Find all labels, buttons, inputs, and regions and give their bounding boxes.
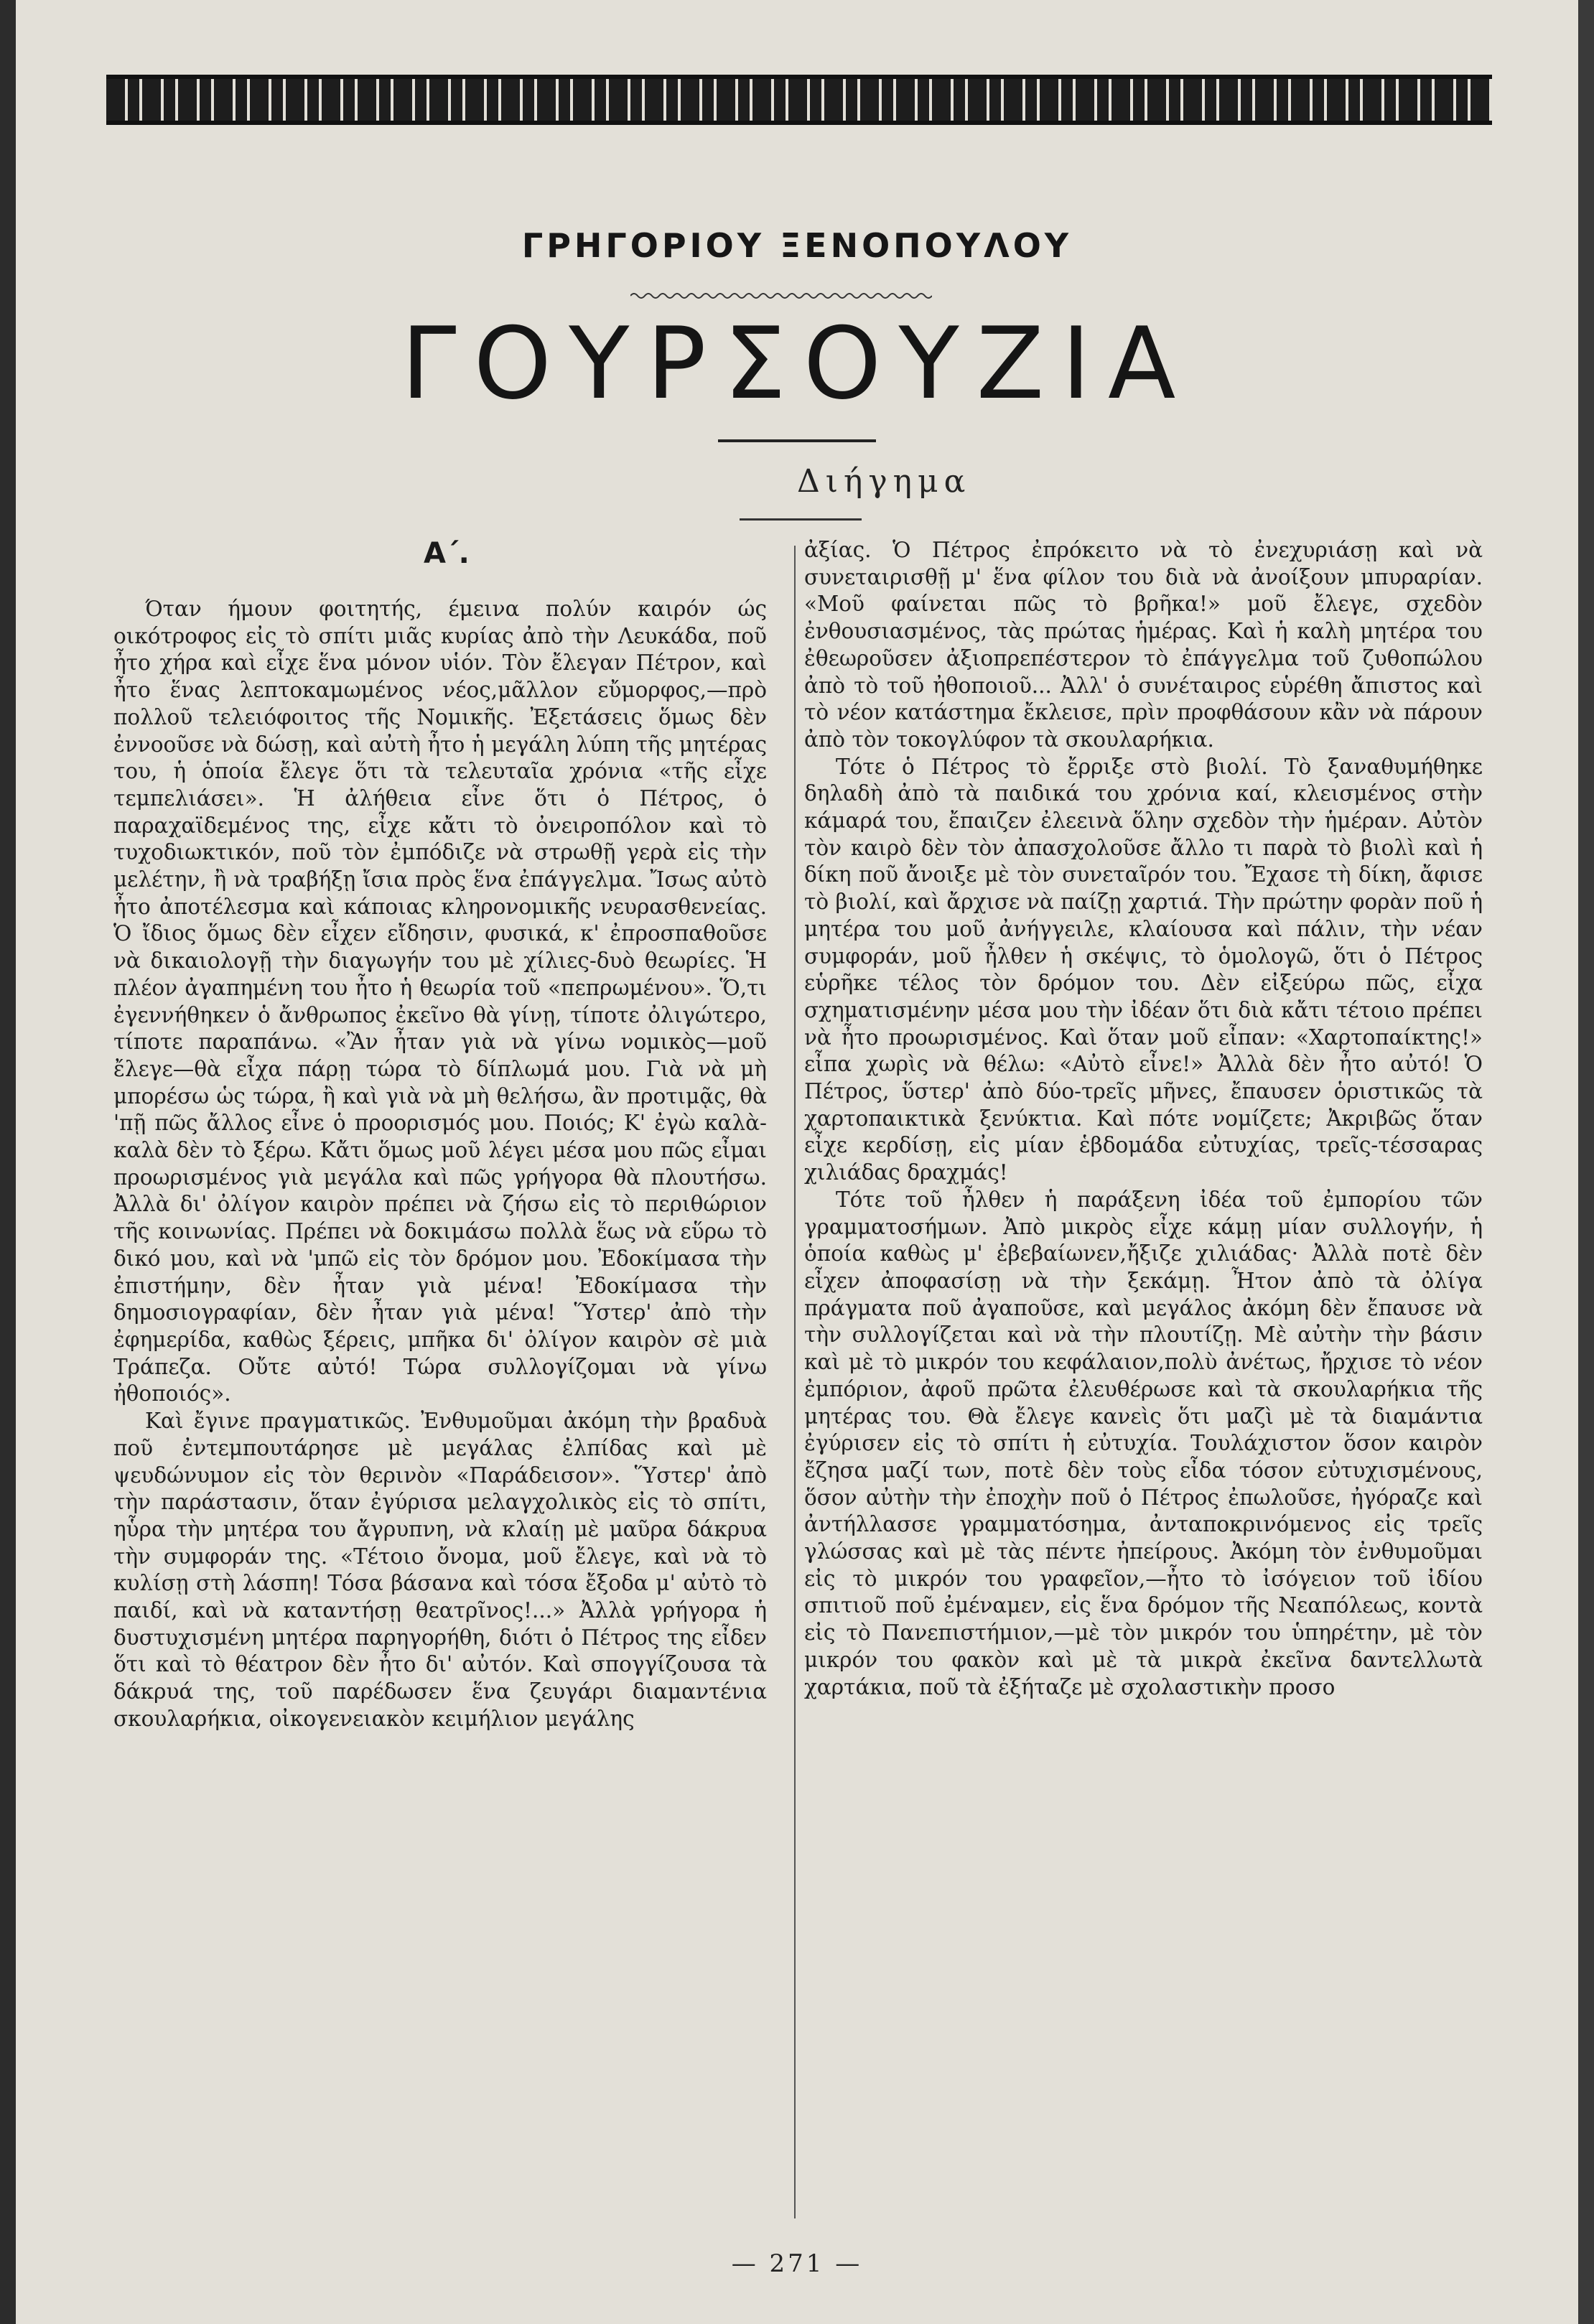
author-name: ΓΡΗΓΟΡΙΟΥ ΞΕΝΟΠΟΥΛΟΥ <box>521 226 1073 265</box>
story-subtitle: Διήγημα <box>797 463 971 500</box>
paragraph: Όταν ήμουν φοιτητής, έμεινα πολύν καιρόν ώς οικότροφος εἰς τὸ σπίτι μιᾶς κυρίας ἀπὸ τὴν Λευκάδα, ποῦ ἦτο χήρα καὶ εἶχε ἕνα μόνον υἱόν. Τὸν ἔλεγαν Πέτρον, καὶ ἦτο ἕνας λεπτοκαμωμένος νέος,μᾶλλον εὔμορφος,—πρὸ πολλοῦ τελειόφοιτος τῆς Νομικῆς. Ἐξετάσεις ὅμως δὲν ἐννοοῦσε νὰ δώσῃ, καὶ αὐτὴ ἦτο ἡ μεγάλη λύπη τῆς μητέρας του, ἡ ὁποία ἔλεγε ὅτι τὰ τελευταῖα χρόνια «τῆς εἶχε τεμπελιάσει». Ἡ ἀλήθεια εἶνε ὅτι ὁ Πέτρος, ὁ παραχαϊδεμένος της, εἶχε κἄτι τὸ ὀνειροπόλον καὶ τὸ τυχοδιωκτικόν, ποῦ τὸν ἐμπόδιζε νὰ στρωθῇ γερὰ εἰς τὴν μελέτην, ἢ νὰ τραβήξῃ ἴσια πρὸς ἕνα ἐπάγγελμα. Ἴσως αὐτὸ ἦτο ἀποτέλεσμα καὶ κάποιας κληρονομικῆς νευρασθενείας. Ὁ ἴδιος ὅμως δὲν εἶχεν εἴδησιν, φυσικά, κ' ἐπροσπαθοῦσε νὰ δικαιολογῇ τὴν διαγωγήν του μὲ χίλιες-δυὸ θεωρίες. Ἡ πλέον ἀγαπημένη του ἦτο ἡ θεωρία τοῦ «πεπρωμένου». Ὅ,τι ἐγεννήθηκεν ὁ ἄνθρωπος ἐκεῖνο θὰ γίνῃ, τίποτε ὀλιγώτερο, τίποτε παραπάνω. «Ἂν ἦταν γιὰ νὰ γίνω νομικὸς—μοῦ ἔλεγε—θὰ εἶχα πάρῃ τώρα τὸ δίπλωμά μου. Γιὰ νὰ μὴ μπορέσω ὡς τώρα, ἢ καὶ γιὰ νὰ μὴ θελήσω, ἂν προτιμᾷς, θὰ 'πῇ πῶς ἄλλος εἶνε ὁ προορισμός μου. Ποιός; Κ' ἐγὼ καλὰ-καλὰ δὲν τὸ ξέρω. Κἄτι ὅμως μοῦ λέγει μέσα μου πῶς εἶμαι προωρισμένος γιὰ μεγάλα καὶ πῶς γρήγορα θὰ πλουτήσω. Ἀλλὰ δι' ὀλίγον καιρὸν πρέπει νὰ ζήσω εἰς τὸ περιθώριον τῆς κοινωνίας. Πρέπει νὰ δοκιμάσω πολλὰ ἕως νὰ εὕρω τὸ δικό μου, καὶ νὰ 'μπῶ εἰς τὸν δρόμον μου. Ἐδοκίμασα τὴν ἐπιστήμην, δὲν ἦταν γιὰ μένα! Ἐδοκίμασα τὴν δημοσιογραφίαν, δὲν ἦταν γιὰ μένα! Ὕστερ' ἀπὸ τὴν ἐφημερίδα, καθὼς ξέρεις, μπῆκα δι' ὀλίγον καιρὸν σὲ μιὰ Τράπεζα. Οὔτε αὐτό! Τώρα συλλογίζομαι νὰ γίνω ἠθοποιός». <box>113 597 767 1406</box>
subtitle-rule <box>740 518 862 521</box>
section-heading: Α΄. <box>424 537 470 570</box>
paragraph: Τότε τοῦ ἦλθεν ἡ παράξενη ἰδέα τοῦ ἐμπορίου τῶν γραμματοσήμων. Ἀπὸ μικρὸς εἶχε κάμῃ μίαν συλλογήν, ἡ ὁποία καθὼς μ' ἐβεβαίωνεν,ἤξιζε χιλιάδας· Ἀλλὰ ποτὲ δὲν εἶχεν ἀποφασίσῃ νὰ τὴν ξεκάμῃ. Ἦτον ἀπὸ τὰ ὀλίγα πράγματα ποῦ ἀγαποῦσε, καὶ μεγάλος ἀκόμη δὲν ἔπαυσε νὰ τὴν συλλογίζεται καὶ νὰ τὴν πλουτίζῃ. Μὲ αὐτὴν τὴν βάσιν καὶ μὲ τὸ μικρόν του κεφάλαιον,πολὺ ἀνέτως, ἤρχισε τὸ νέον ἐμπόριον, ἀφοῦ πρῶτα ἐλευθέρωσε καὶ τὰ σκουλαρήκια τῆς μητέρας του. Θὰ ἔλεγε κανεὶς ὅτι μαζὶ μὲ τὰ διαμάντια ἐγύρισεν εἰς τὸ σπίτι ἡ εὐτυχία. Τουλάχιστον ὅσον καιρὸν ἔζησα μαζί των, ποτὲ δὲν τοὺς εἶδα τόσον εὐτυχισμένους, ὅσον αὐτὴν τὴν ἐποχὴν ποῦ ὁ Πέτρος ἐπωλοῦσε, ἠγόραζε καὶ ἀντήλλασσε γραμματόσημα, ἀνταποκρινόμενος εἰς τρεῖς γλώσσας καὶ μὲ τὰς πέντε ἠπείρους. Ἀκόμη τὸν ἐνθυμοῦμαι εἰς τὸ μικρόν του γραφεῖον,—ἦτο τὸ ἰσόγειον τοῦ ἰδίου σπιτιοῦ ποῦ ἐμέναμεν, εἰς ἕνα δρόμον τῆς Νεαπόλεως, κοντὰ εἰς τὸ Πανεπιστήμιον,—μὲ τὸν μικρόν του ὑπηρέτην, μὲ τὸν μικρόν του φακὸν καὶ μὲ τὰ μικρὰ ἐκεῖνα δαντελλωτὰ χαρτάκια, ποῦ τὰ ἐξήταζε μὲ σχολαστικὴν προσο <box>804 1187 1483 1699</box>
paragraph: Τότε ὁ Πέτρος τὸ ἔρριξε στὸ βιολί. Τὸ ξαναθυμήθηκε δηλαδὴ ἀπὸ τὰ παιδικά του χρόνια καί, κλεισμένος στὴν κάμαρά του, ἔπαιζεν ἐλεεινὰ ὅλην σχεδὸν τὴν ἡμέραν. Αὐτὸν τὸν καιρὸ δὲν τὸν ἀπασχολοῦσε ἄλλο τι παρὰ τὸ βιολὶ καὶ ἡ δίκη ποῦ ἄνοιξε μὲ τὸν συνεταῖρόν του. Ἔχασε τὴ δίκη, ἄφισε τὸ βιολί, καὶ ἄρχισε νὰ παίζῃ χαρτιά. Τὴν πρώτην φορὰν ποῦ ἡ μητέρα του μοῦ ἀνήγγειλε, κλαίουσα καὶ πάλιν, τὴν νέαν συμφοράν, μοῦ ἦλθεν ἡ σκέψις, τὸ ὁμολογῶ, ὅτι ὁ Πέτρος εὑρῆκε τέλος τὸν δρόμον του. Δὲν εἰξεύρω πῶς, εἶχα σχηματισμένην μέσα μου τὴν ἰδέαν ὅτι διὰ κἄτι τέτοιο πρέπει νὰ ἦτο προωρισμένος. Καὶ ὅταν μοῦ εἶπαν: «Χαρτοπαίκτης!» εἶπα χωρὶς νὰ θέλω: «Αὐτὸ εἶνε!» Ἀλλὰ δὲν ἦτο αὐτό! Ὁ Πέτρος, ὕστερ' ἀπὸ δύο-τρεῖς μῆνες, ἔπαυσεν ὁριστικῶς τὰ χαρτοπαικτικὰ ξενύκτια. Καὶ πότε νομίζετε; Ἀκριβῶς ὅταν εἶχε κερδίσῃ, εἰς μίαν ἑβδομάδα εὐτυχίας, τρεῖς-τέσσαρας χιλιάδας δραχμάς! <box>804 754 1483 1185</box>
paragraph: ἀξίας. Ὁ Πέτρος ἐπρόκειτο νὰ τὸ ἐνεχυριάσῃ καὶ νὰ συνεταιρισθῇ μ' ἕνα φίλον του διὰ νὰ ἀνοίξουν μπυραρίαν. «Μοῦ φαίνεται πῶς τὸ βρῆκα!» μοῦ ἔλεγε, σχεδὸν ἐνθουσιασμένος, τὰς πρώτας ἡμέρας. Καὶ ἡ καλὴ μητέρα του ἐθεωροῦσεν ἀξιοπρεπέστερον τὸ ἐπάγγελμα τοῦ ζυθοπώλου ἀπὸ τὸ τοῦ ἠθοποιοῦ... Ἀλλ' ὁ συνέταιρος εὑρέθη ἄπιστος καὶ τὸ νέον κατάστημα ἔκλεισε, πρὶν προφθάσουν κἂν νὰ πάρουν ἀπὸ τὸν τοκογλύφον τὰ σκουλαρήκια. <box>804 538 1483 752</box>
left-column <box>113 596 767 2211</box>
title-rule <box>718 439 876 442</box>
paragraph: Καὶ ἔγινε πραγματικῶς. Ἐνθυμοῦμαι ἀκόμη τὴν βραδυὰ ποῦ ἐντεμπουτάρησε μὲ μεγάλας ἐλπίδας καὶ μὲ ψευδώνυμον εἰς τὸν θερινὸν «Παράδεισον». Ὕστερ' ἀπὸ τὴν παράστασιν, ὅταν ἐγύρισα μελαγχολικὸς εἰς τὸ σπίτι, ηὗρα τὴν μητέρα του ἄγρυπνη, νὰ κλαίῃ μὲ μαῦρα δάκρυα τὴν συμφοράν της. «Τέτοιο ὄνομα, μοῦ ἔλεγε, καὶ νὰ τὸ κυλίσῃ στὴ λάσπη! Τόσα βάσανα καὶ τόσα ἔξοδα μ' αὐτὸ τὸ παιδί, καὶ νὰ καταντήσῃ θεατρῖνος!...» Ἀλλὰ γρήγορα ἡ δυστυχισμένη μητέρα παρηγορήθη, διότι ὁ Πέτρος της εἶδεν ὅτι καὶ τὸ θέατρον δὲν ἦτο δι' αὐτόν. Καὶ σπογγίζουσα τὰ δάκρυά της, τοῦ παρέδωσεν ἕνα ζευγάρι διαμαντένια σκουλαρήκια, οἰκογενειακὸν κειμήλιον μεγάλης <box>113 1409 767 1731</box>
column-divider <box>794 546 796 2218</box>
page-number: — 271 — <box>731 2249 863 2278</box>
story-title: ΓΟΥΡΣΟΥΖΙΑ <box>401 306 1193 421</box>
wavy-divider <box>630 291 932 301</box>
decorative-header-border <box>106 75 1492 125</box>
right-column <box>804 537 1483 2210</box>
